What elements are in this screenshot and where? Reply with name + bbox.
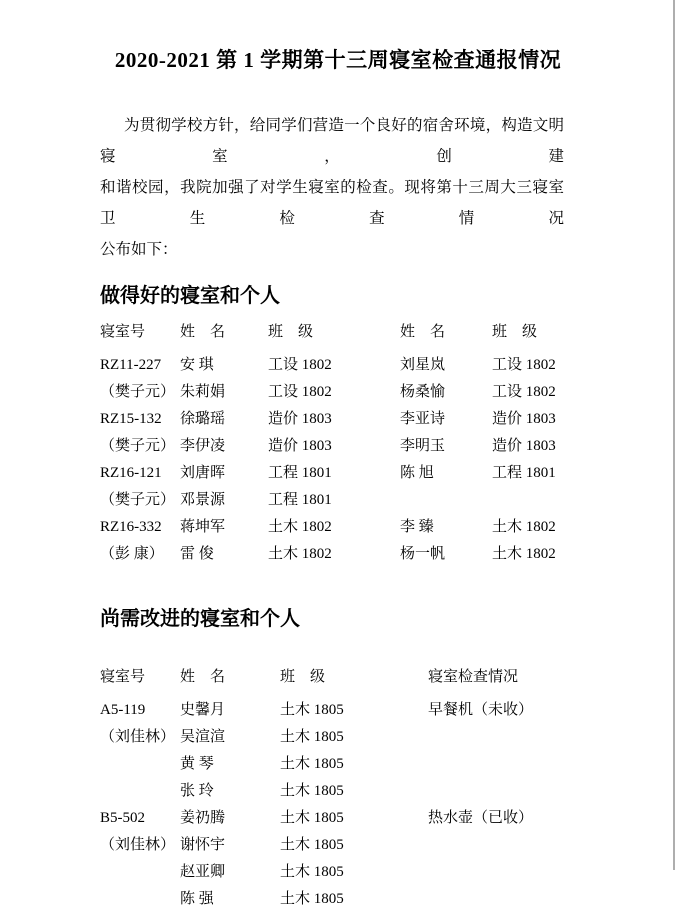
table-cell: RZ11-227	[100, 357, 162, 373]
table-row	[100, 697, 616, 724]
table-cell: （彭 康）	[100, 546, 164, 562]
table-cell: 史馨月	[180, 702, 226, 718]
table-cell: 杨桑愉	[400, 384, 446, 400]
table-cell: 李 臻	[400, 519, 434, 535]
table-cell: 早餐机（未收）	[428, 702, 534, 718]
intro-line: 为贯彻学校方针，给同学们营造一个良好的宿舍环境，构造文明寝室，创建	[100, 117, 564, 165]
table-cell: 造价 1803	[268, 438, 332, 454]
table-cell	[100, 859, 180, 886]
header-cell-class: 班 级	[268, 324, 314, 340]
header-cell-room: 寝室号	[100, 669, 146, 685]
table-cell	[100, 778, 180, 805]
table-row	[100, 724, 616, 751]
table-cell: （刘佳林）	[100, 729, 176, 745]
table-cell	[428, 724, 616, 751]
table-cell: 赵亚卿	[180, 864, 226, 880]
table-row	[100, 832, 616, 859]
table-cell: B5-502	[100, 810, 145, 826]
table-cell: 黄 琴	[180, 756, 214, 772]
table-cell: 造价 1803	[492, 411, 556, 427]
header-cell-class2: 班 级	[492, 324, 538, 340]
table-row	[100, 406, 616, 433]
header-cell-name: 姓 名	[180, 669, 226, 685]
header-cell-name: 姓 名	[180, 324, 226, 340]
table-cell: RZ15-132	[100, 411, 162, 427]
table-cell: 热水壶（已收）	[428, 810, 534, 826]
table-cell: （刘佳林）	[100, 837, 176, 853]
table-cell: 刘唐晖	[180, 465, 226, 481]
table-cell: 造价 1803	[492, 438, 556, 454]
table-cell: 邓景源	[180, 492, 226, 508]
table-row	[100, 886, 616, 913]
table-cell: 安 琪	[180, 357, 214, 373]
table-cell: 工设 1802	[492, 384, 556, 400]
table-row	[100, 433, 616, 460]
table-cell: 土木 1802	[268, 546, 332, 562]
header-cell-room: 寝室号	[100, 324, 146, 340]
table-cell: 李明玉	[400, 438, 446, 454]
table-cell: 工设 1802	[492, 357, 556, 373]
table-cell: 工程 1801	[268, 492, 332, 508]
table-row	[100, 778, 616, 805]
table-cell: 李伊凌	[180, 438, 226, 454]
table-cell: 土木 1805	[280, 837, 344, 853]
intro-line: 和谐校园，我院加强了对学生寝室的检查。现将第十三周大三寝室卫生检查情况	[100, 179, 564, 227]
table-cell: A5-119	[100, 702, 146, 718]
table-cell	[428, 778, 616, 805]
table-row	[100, 352, 616, 379]
table-cell	[428, 859, 616, 886]
section-heading-improve-dorms: 尚需改进的寝室和个人	[100, 608, 300, 630]
table-cell	[100, 751, 180, 778]
table-cell: 吴渲渲	[180, 729, 226, 745]
table-cell: 姜礽腾	[180, 810, 226, 826]
table-cell: 陈 旭	[400, 465, 434, 481]
table-cell: RZ16-121	[100, 465, 162, 481]
table-cell: 土木 1805	[280, 864, 344, 880]
table-cell: 土木 1805	[280, 729, 344, 745]
table-cell: 朱莉娟	[180, 384, 226, 400]
table-row	[100, 859, 616, 886]
table-cell: 杨一帆	[400, 546, 446, 562]
header-cell-inspection: 寝室检查情况	[428, 669, 519, 685]
table-row	[100, 805, 616, 832]
table-row	[100, 379, 616, 406]
table-cell: 土木 1805	[280, 891, 344, 907]
table-cell: 土木 1805	[280, 756, 344, 772]
table-cell	[428, 886, 616, 913]
table-cell: 土木 1805	[280, 702, 344, 718]
table-cell: 土木 1802	[268, 519, 332, 535]
table-cell: （樊子元）	[100, 384, 176, 400]
table-cell: 工设 1802	[268, 357, 332, 373]
table-cell: 工程 1801	[492, 465, 556, 481]
table-cell: 造价 1803	[268, 411, 332, 427]
page-edge-line	[673, 0, 675, 870]
table-row	[100, 514, 616, 541]
table-row	[100, 460, 616, 487]
table-cell	[400, 487, 492, 514]
table-header-row	[100, 664, 616, 691]
table-cell: 蒋坤军	[180, 519, 226, 535]
table-header-row	[100, 319, 616, 346]
table-cell: 土木 1805	[280, 810, 344, 826]
table-cell: 徐璐瑶	[180, 411, 226, 427]
table-cell: （樊子元）	[100, 438, 176, 454]
table-cell	[428, 751, 616, 778]
table-cell: 谢怀宇	[180, 837, 226, 853]
table-cell: RZ16-332	[100, 519, 162, 535]
header-cell-name2: 姓 名	[400, 324, 446, 340]
table-cell: 土木 1802	[492, 546, 556, 562]
improve-dorms-table	[100, 664, 616, 913]
table-row	[100, 751, 616, 778]
header-cell-class: 班 级	[280, 669, 326, 685]
table-cell: 土木 1802	[492, 519, 556, 535]
table-cell: 雷 俊	[180, 546, 214, 562]
table-cell: （樊子元）	[100, 492, 176, 508]
table-cell: 张 玲	[180, 783, 214, 799]
table-cell: 刘星岚	[400, 357, 446, 373]
intro-paragraph	[100, 110, 564, 265]
table-cell: 李亚诗	[400, 411, 446, 427]
table-cell: 陈 强	[180, 891, 214, 907]
document-title: 2020-2021 第 1 学期第十三周寝室检查通报情况	[114, 48, 562, 72]
table-row	[100, 487, 616, 514]
table-cell	[428, 832, 616, 859]
intro-line: 公布如下：	[100, 241, 178, 258]
table-cell	[492, 487, 616, 514]
section-heading-good-dorms: 做得好的寝室和个人	[100, 285, 280, 307]
table-row	[100, 541, 616, 568]
table-cell: 土木 1805	[280, 783, 344, 799]
table-cell	[100, 886, 180, 913]
table-cell: 工设 1802	[268, 384, 332, 400]
table-cell: 工程 1801	[268, 465, 332, 481]
good-dorms-table	[100, 319, 616, 568]
